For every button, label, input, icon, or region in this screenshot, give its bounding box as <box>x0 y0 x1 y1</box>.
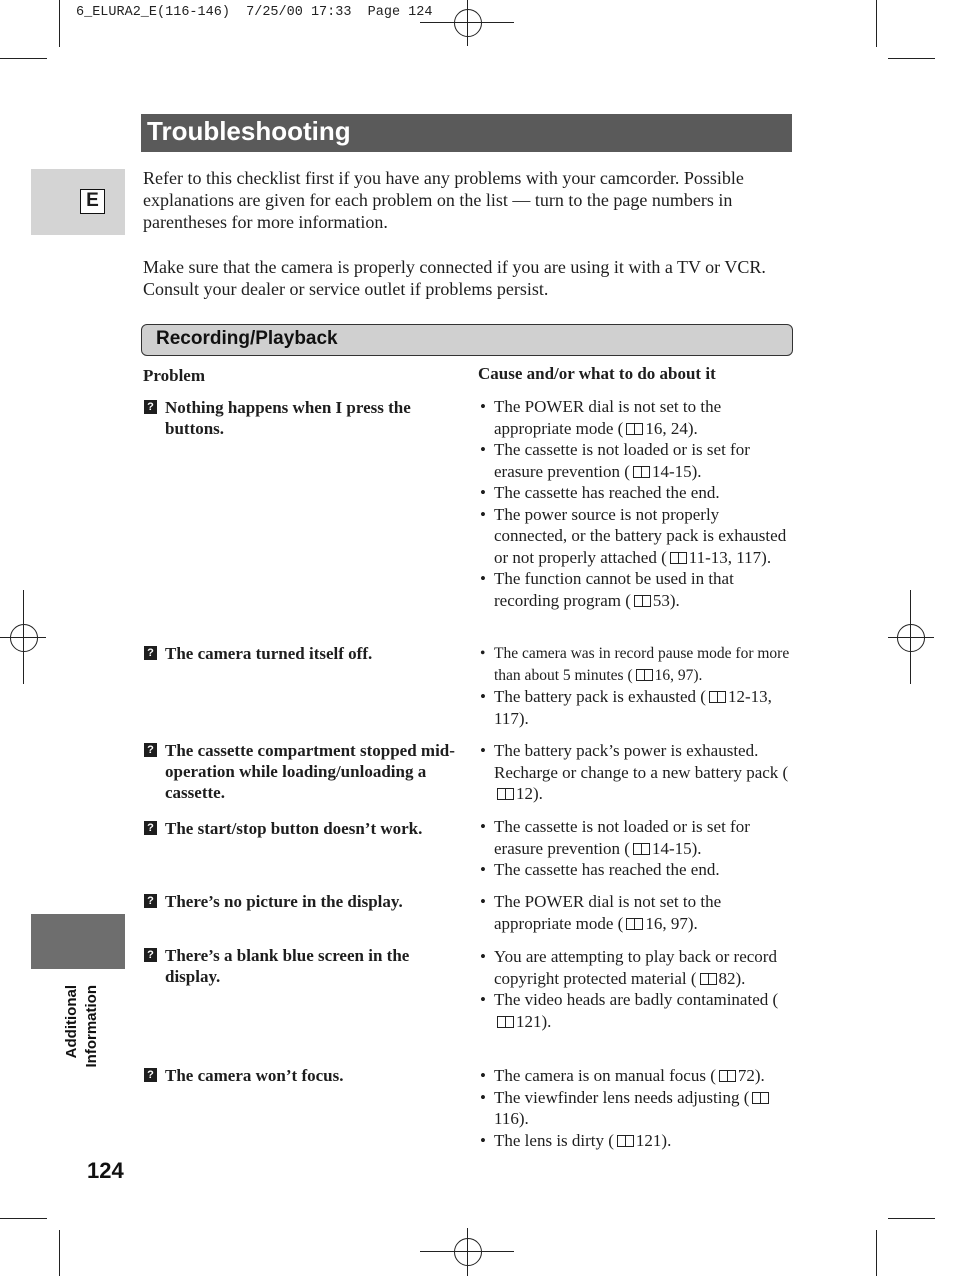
question-mark-icon: ? <box>144 400 157 414</box>
problem-item <box>143 740 463 803</box>
page-reference: 116). <box>494 1109 529 1128</box>
cause-text: The cassette has reached the end. <box>494 483 720 502</box>
book-reference-icon <box>626 423 643 435</box>
page-reference: 72). <box>737 1066 765 1085</box>
problem-item <box>143 945 463 987</box>
cause-item <box>478 1130 796 1152</box>
page-reference: 16, 24). <box>645 418 698 438</box>
problem-column-header: Problem <box>143 366 206 385</box>
question-mark-icon: ? <box>144 821 157 835</box>
cause-item <box>478 1065 796 1087</box>
cause-text: You are attempting to play back or record copyright protected material ( <box>494 947 777 988</box>
page-reference: 121). <box>635 1130 672 1150</box>
book-reference-icon <box>709 691 726 703</box>
chapter-tab-label <box>62 985 120 1080</box>
cause-item <box>478 859 796 881</box>
cause-item <box>478 989 796 1032</box>
page-reference: 53). <box>652 590 680 610</box>
book-reference-icon <box>719 1070 736 1082</box>
chapter-label-line1: Additional <box>63 985 80 1059</box>
page-reference: 16, 97). <box>654 666 703 684</box>
cause-item <box>478 816 796 859</box>
page-reference: 14-15). <box>651 461 702 481</box>
problem-text: The camera turned itself off. <box>165 644 373 663</box>
cause-item <box>478 643 796 686</box>
cause-item <box>478 891 796 934</box>
question-mark-icon: ? <box>144 948 157 962</box>
cause-text: The battery pack is exhausted ( <box>494 687 706 706</box>
cause-item <box>478 482 796 504</box>
cause-text: The camera is on manual focus ( <box>494 1066 716 1085</box>
cause-text: The POWER dial is not set to the appropriate mode ( <box>494 892 722 933</box>
book-reference-icon <box>700 973 717 985</box>
cause-item <box>478 439 796 482</box>
book-reference-icon <box>497 1016 514 1028</box>
book-reference-icon <box>617 1135 634 1147</box>
book-reference-icon <box>626 918 643 930</box>
cause-item <box>478 946 796 989</box>
page-number: 124 <box>87 1158 124 1183</box>
chapter-label-line2: Information <box>83 985 100 1068</box>
cause-list <box>478 643 796 729</box>
cause-list <box>478 816 796 881</box>
question-mark-icon: ? <box>144 1068 157 1082</box>
problem-text: The cassette compartment stopped mid-operation while loading/unloading a cassette. <box>165 741 455 802</box>
cause-list <box>478 396 796 611</box>
cause-list <box>478 891 796 934</box>
printer-slug: 6_ELURA2_E(116-146) 7/25/00 17:33 Page 124 <box>76 5 433 20</box>
cause-text: The camera was in record pause mode for more than about 5 minutes ( <box>494 645 790 684</box>
language-tab <box>31 169 125 235</box>
intro-paragraph-1: Refer to this checklist first if you have any problems with your camcorder. Possible explanations are given for each problem on the list — turn to the page numbers in parentheses for more information. <box>143 168 744 232</box>
cause-item <box>478 686 796 729</box>
cause-text: The cassette is not loaded or is set for erasure prevention ( <box>494 440 750 481</box>
page-reference: 82). <box>718 968 746 988</box>
cause-text: The POWER dial is not set to the appropriate mode ( <box>494 397 722 438</box>
problem-item <box>143 1065 463 1086</box>
book-reference-icon <box>752 1092 769 1104</box>
cause-list <box>478 1065 796 1151</box>
book-reference-icon <box>633 466 650 478</box>
cause-text: The power source is not properly connected, or the battery pack is exhausted or not properly attached ( <box>494 504 787 567</box>
problem-text: The camera won’t focus. <box>165 1066 344 1085</box>
cause-item <box>478 1087 796 1130</box>
cause-column-header: Cause and/or what to do about it <box>478 364 716 383</box>
problem-item <box>143 891 463 912</box>
cause-list <box>478 946 796 1032</box>
cause-text: The viewfinder lens needs adjusting ( <box>494 1087 750 1107</box>
chapter-tab <box>31 914 125 969</box>
page-reference: 12). <box>516 784 543 803</box>
problem-text: There’s a blank blue screen in the display. <box>165 946 410 986</box>
book-reference-icon <box>634 595 651 607</box>
page-title: Troubleshooting <box>147 116 351 146</box>
book-reference-icon <box>633 843 650 855</box>
problem-item <box>143 643 463 664</box>
cause-list <box>478 740 796 805</box>
cause-text: The function cannot be used in that recording program ( <box>494 569 734 610</box>
question-mark-icon: ? <box>144 743 157 757</box>
book-reference-icon <box>497 788 514 800</box>
question-mark-icon: ? <box>144 646 157 660</box>
cause-text: The cassette is not loaded or is set for erasure prevention ( <box>494 817 750 858</box>
book-reference-icon <box>636 669 653 681</box>
cause-text: The lens is dirty ( <box>494 1130 614 1150</box>
cause-item <box>478 504 796 569</box>
page-reference: 12-13, 117). <box>494 687 772 728</box>
cause-item <box>478 396 796 439</box>
page-reference: 16, 97). <box>645 913 698 933</box>
page-reference: 121). <box>516 1011 552 1031</box>
intro-paragraph-2: Make sure that the camera is properly connected if you are using it with a TV or VCR. Consult your dealer or service outlet if problems persist. <box>143 257 766 299</box>
page-reference: 14-15). <box>651 838 702 858</box>
problem-item <box>143 818 463 839</box>
cause-item <box>478 740 796 805</box>
book-reference-icon <box>670 552 687 564</box>
language-tab-label: E <box>80 189 105 214</box>
problem-text: The start/stop button doesn’t work. <box>165 819 423 838</box>
problem-item <box>143 397 463 439</box>
cause-text: The video heads are badly contaminated ( <box>494 990 779 1009</box>
question-mark-icon: ? <box>144 894 157 908</box>
cause-text: The battery pack’s power is exhausted. Recharge or change to a new battery pack ( <box>494 741 789 782</box>
cause-item <box>478 568 796 611</box>
problem-text: Nothing happens when I press the buttons. <box>165 398 411 438</box>
page-reference: 11-13, 117). <box>688 547 772 567</box>
section-title: Recording/Playback <box>156 328 338 349</box>
problem-text: There’s no picture in the display. <box>165 892 403 911</box>
cause-text: The cassette has reached the end. <box>494 860 720 879</box>
